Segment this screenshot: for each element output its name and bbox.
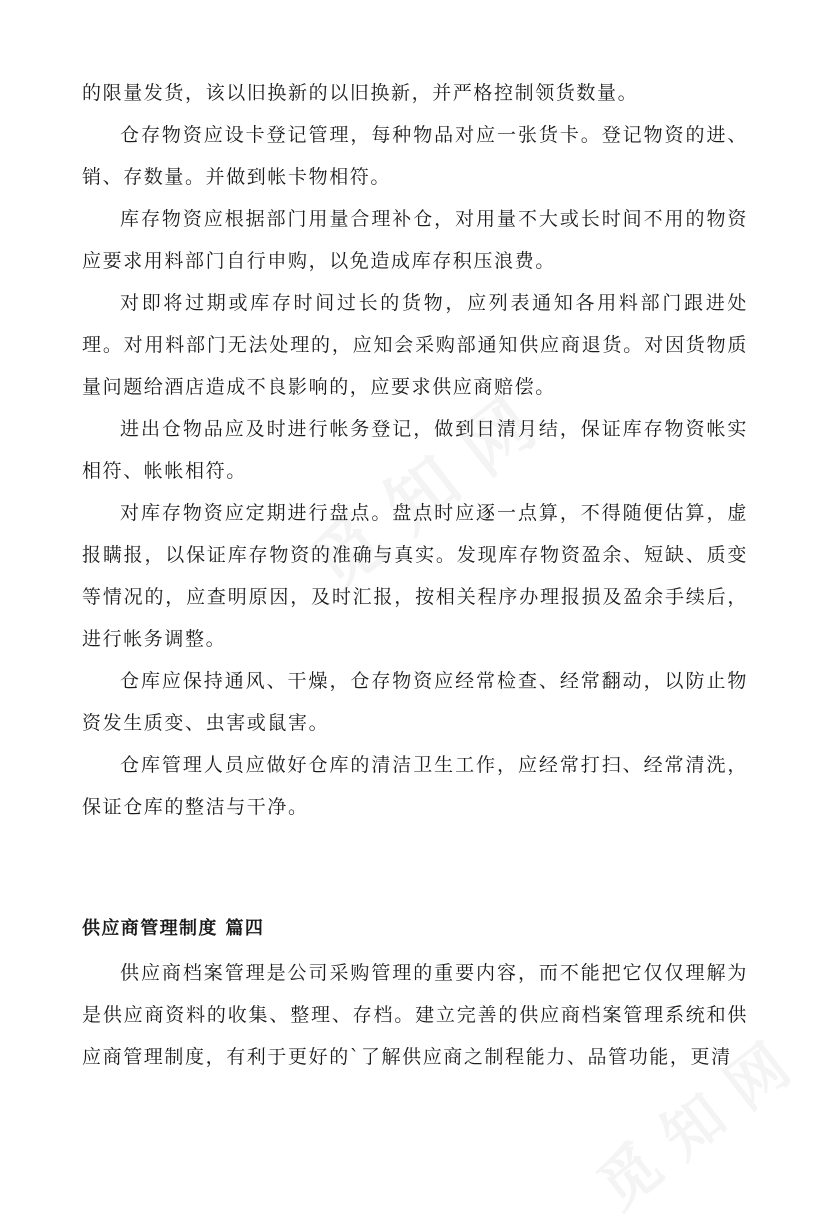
paragraph-8: 仓库管理人员应做好仓库的清洁卫生工作，应经常打扫、经常清洗，保证仓库的整洁与干净。 (82, 754, 748, 818)
paragraph-2: 仓存物资应设卡登记管理，每种物品对应一张货卡。登记物资的进、销、存数量。并做到帐卡物相符。 (82, 124, 748, 188)
paragraph-3: 库存物资应根据部门用量合理补仓，对用量不大或长时间不用的物资应要求用料部门自行申购，以免造成库存积压浪费。 (82, 208, 748, 272)
paragraph-7: 仓库应保持通风、干燥，仓存物资应经常检查、经常翻动，以防止物资发生质变、虫害或鼠害。 (82, 670, 748, 734)
paragraph-5: 进出仓物品应及时进行帐务登记，做到日清月结，保证库存物资帐实相符、帐帐相符。 (82, 418, 748, 482)
paragraph-1: 的限量发货，该以旧换新的以旧换新，并严格控制领货数量。 (82, 82, 639, 104)
document-body (82, 72, 748, 828)
section-paragraph-1: 供应商档案管理是公司采购管理的重要内容，而不能把它仅仅理解为是供应商资料的收集、整理、存档。建立完善的供应商档案管理系统和供应商管理制度，有利于更好的`了解供应商之制程能力、品管功能，更清 (82, 962, 748, 1068)
section-body (82, 952, 748, 1078)
paragraph-6: 对库存物资应定期进行盘点。盘点时应逐一点算，不得随便估算，虚报瞒报，以保证库存物资的准确与真实。发现库存物资盈余、短缺、质变等情况的，应查明原因，及时汇报，按相关程序办理报损及盈余手续后，进行帐务调整。 (82, 502, 748, 650)
section-heading: 供应商管理制度 篇四 (82, 918, 265, 939)
paragraph-4: 对即将过期或库存时间过长的货物，应列表通知各用料部门跟进处理。对用料部门无法处理的，应知会采购部通知供应商退货。对因货物质量问题给酒店造成不良影响的，应要求供应商赔偿。 (82, 292, 748, 398)
